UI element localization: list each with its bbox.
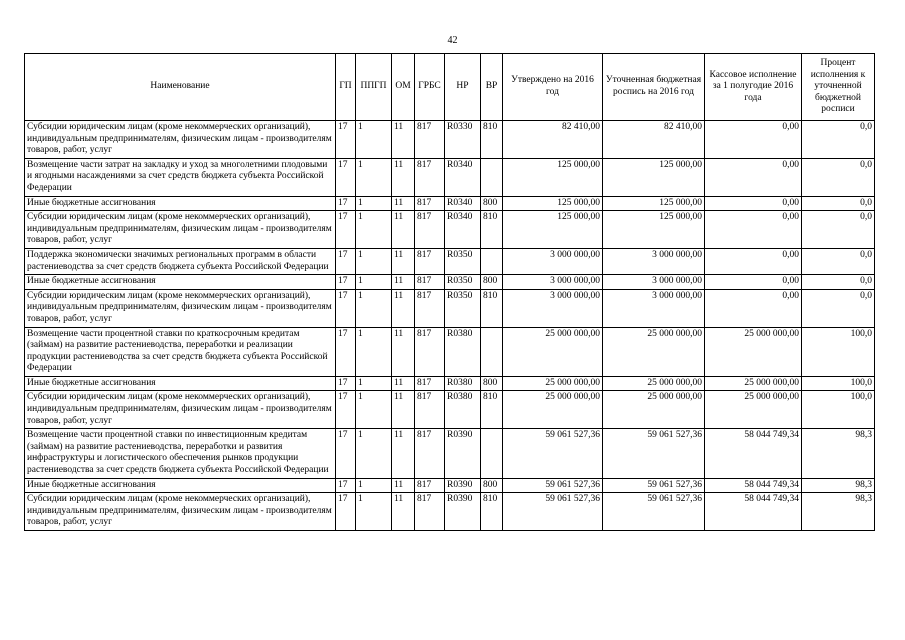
cell-om: 11 [392, 158, 415, 196]
cell-grbs: 817 [415, 196, 445, 211]
cell-om: 11 [392, 493, 415, 531]
cell-np: R0330 [445, 121, 481, 159]
cell-grbs: 817 [415, 391, 445, 429]
cell-vr [481, 429, 503, 478]
cell-ppgp: 1 [356, 493, 392, 531]
cell-ppgp: 1 [356, 327, 392, 376]
cell-grbs: 817 [415, 429, 445, 478]
cell-gp: 17 [336, 478, 356, 493]
cell-gp: 17 [336, 327, 356, 376]
cell-percent: 98,3 [802, 478, 875, 493]
cell-approved: 3 000 000,00 [503, 275, 603, 290]
table-row [25, 248, 875, 274]
cell-approved: 125 000,00 [503, 158, 603, 196]
cell-cash: 58 044 749,34 [705, 493, 802, 531]
table-row [25, 211, 875, 249]
cell-name: Поддержка экономически значимых региональных программ в области растениеводства за счет средств бюджета субъекта Российской Федерации [25, 248, 336, 274]
cell-name: Иные бюджетные ассигнования [25, 275, 336, 290]
cell-gp: 17 [336, 248, 356, 274]
cell-percent: 98,3 [802, 429, 875, 478]
cell-percent: 98,3 [802, 493, 875, 531]
cell-approved: 3 000 000,00 [503, 289, 603, 327]
cell-ppgp: 1 [356, 248, 392, 274]
table-row [25, 429, 875, 478]
table-row [25, 376, 875, 391]
cell-vr: 800 [481, 478, 503, 493]
cell-refined: 25 000 000,00 [603, 376, 705, 391]
cell-vr [481, 158, 503, 196]
header-om: ОМ [392, 54, 415, 121]
cell-np: R0350 [445, 289, 481, 327]
cell-refined: 3 000 000,00 [603, 275, 705, 290]
cell-gp: 17 [336, 158, 356, 196]
table-row [25, 196, 875, 211]
cell-ppgp: 1 [356, 429, 392, 478]
header-row [25, 54, 875, 121]
cell-gp: 17 [336, 289, 356, 327]
cell-refined: 3 000 000,00 [603, 248, 705, 274]
cell-name: Возмещение части затрат на закладку и уход за многолетними плодовыми и ягодными насаждениями за счет средств бюджета субъекта Российской Федерации [25, 158, 336, 196]
cell-refined: 59 061 527,36 [603, 493, 705, 531]
cell-refined: 25 000 000,00 [603, 391, 705, 429]
header-refined: Уточненная бюджетная роспись на 2016 год [603, 54, 705, 121]
cell-approved: 125 000,00 [503, 211, 603, 249]
cell-vr [481, 327, 503, 376]
cell-vr: 810 [481, 391, 503, 429]
table-row [25, 493, 875, 531]
cell-name: Возмещение части процентной ставки по инвестиционным кредитам (займам) на развитие растениеводства, переработки и развития инфраструктуры и логистического обеспечения рынков продукции растениеводства за счет средств бюджета субъекта Российской Федерации [25, 429, 336, 478]
cell-refined: 125 000,00 [603, 196, 705, 211]
cell-np: R0350 [445, 275, 481, 290]
cell-name: Возмещение части процентной ставки по краткосрочным кредитам (займам) на развитие растениеводства, переработки и реализации продукции растениеводства за счет средств бюджета субъекта Российской Федерации [25, 327, 336, 376]
cell-grbs: 817 [415, 327, 445, 376]
cell-gp: 17 [336, 275, 356, 290]
cell-percent: 0,0 [802, 289, 875, 327]
cell-cash: 0,00 [705, 289, 802, 327]
header-grbs: ГРБС [415, 54, 445, 121]
table-row [25, 478, 875, 493]
cell-np: R0390 [445, 478, 481, 493]
header-percent: Процент исполнения к уточненной бюджетной росписи [802, 54, 875, 121]
header-cash: Кассовое исполнение за 1 полугодие 2016 года [705, 54, 802, 121]
cell-percent: 100,0 [802, 327, 875, 376]
cell-ppgp: 1 [356, 289, 392, 327]
cell-gp: 17 [336, 196, 356, 211]
cell-vr: 800 [481, 376, 503, 391]
cell-percent: 0,0 [802, 275, 875, 290]
table-row [25, 158, 875, 196]
cell-percent: 100,0 [802, 376, 875, 391]
cell-np: R0380 [445, 376, 481, 391]
cell-name: Субсидии юридическим лицам (кроме некоммерческих организаций), индивидуальным предпринимателям, физическим лицам - производителям товаров, работ, услуг [25, 121, 336, 159]
cell-np: R0340 [445, 211, 481, 249]
cell-percent: 0,0 [802, 196, 875, 211]
cell-grbs: 817 [415, 275, 445, 290]
cell-grbs: 817 [415, 289, 445, 327]
cell-cash: 25 000 000,00 [705, 327, 802, 376]
header-ppgp: ППГП [356, 54, 392, 121]
cell-grbs: 817 [415, 493, 445, 531]
cell-name: Субсидии юридическим лицам (кроме некоммерческих организаций), индивидуальным предпринимателям, физическим лицам - производителям товаров, работ, услуг [25, 211, 336, 249]
cell-np: R0340 [445, 196, 481, 211]
table-row [25, 327, 875, 376]
cell-cash: 0,00 [705, 121, 802, 159]
cell-refined: 82 410,00 [603, 121, 705, 159]
cell-gp: 17 [336, 376, 356, 391]
cell-np: R0390 [445, 493, 481, 531]
cell-om: 11 [392, 248, 415, 274]
cell-vr: 810 [481, 121, 503, 159]
cell-om: 11 [392, 327, 415, 376]
cell-gp: 17 [336, 429, 356, 478]
cell-percent: 0,0 [802, 158, 875, 196]
cell-cash: 0,00 [705, 248, 802, 274]
cell-ppgp: 1 [356, 211, 392, 249]
cell-vr: 810 [481, 289, 503, 327]
cell-gp: 17 [336, 121, 356, 159]
cell-om: 11 [392, 289, 415, 327]
cell-vr: 800 [481, 275, 503, 290]
cell-name: Субсидии юридическим лицам (кроме некоммерческих организаций), индивидуальным предпринимателям, физическим лицам - производителям товаров, работ, услуг [25, 289, 336, 327]
cell-vr: 810 [481, 211, 503, 249]
cell-refined: 25 000 000,00 [603, 327, 705, 376]
page-number: 42 [447, 35, 458, 46]
cell-refined: 59 061 527,36 [603, 429, 705, 478]
cell-percent: 0,0 [802, 248, 875, 274]
header-np: НР [445, 54, 481, 121]
table-row [25, 121, 875, 159]
cell-percent: 0,0 [802, 211, 875, 249]
cell-name: Иные бюджетные ассигнования [25, 478, 336, 493]
cell-name: Иные бюджетные ассигнования [25, 196, 336, 211]
cell-approved: 59 061 527,36 [503, 429, 603, 478]
cell-vr [481, 248, 503, 274]
cell-ppgp: 1 [356, 275, 392, 290]
cell-grbs: 817 [415, 158, 445, 196]
header-name: Наименование [25, 54, 336, 121]
cell-om: 11 [392, 376, 415, 391]
cell-cash: 0,00 [705, 275, 802, 290]
cell-name: Субсидии юридическим лицам (кроме некоммерческих организаций), индивидуальным предпринимателям, физическим лицам - производителям товаров, работ, услуг [25, 493, 336, 531]
header-vr: ВР [481, 54, 503, 121]
cell-refined: 125 000,00 [603, 211, 705, 249]
cell-om: 11 [392, 121, 415, 159]
cell-ppgp: 1 [356, 196, 392, 211]
cell-ppgp: 1 [356, 391, 392, 429]
cell-percent: 0,0 [802, 121, 875, 159]
cell-approved: 25 000 000,00 [503, 376, 603, 391]
table-row [25, 275, 875, 290]
cell-ppgp: 1 [356, 376, 392, 391]
cell-grbs: 817 [415, 376, 445, 391]
cell-om: 11 [392, 391, 415, 429]
cell-vr: 810 [481, 493, 503, 531]
cell-cash: 25 000 000,00 [705, 391, 802, 429]
cell-percent: 100,0 [802, 391, 875, 429]
cell-approved: 25 000 000,00 [503, 391, 603, 429]
cell-gp: 17 [336, 391, 356, 429]
header-approved: Утверждено на 2016 год [503, 54, 603, 121]
cell-approved: 59 061 527,36 [503, 493, 603, 531]
cell-gp: 17 [336, 211, 356, 249]
cell-np: R0340 [445, 158, 481, 196]
cell-np: R0380 [445, 327, 481, 376]
cell-cash: 25 000 000,00 [705, 376, 802, 391]
cell-approved: 82 410,00 [503, 121, 603, 159]
cell-grbs: 817 [415, 478, 445, 493]
cell-grbs: 817 [415, 248, 445, 274]
cell-refined: 3 000 000,00 [603, 289, 705, 327]
cell-vr: 800 [481, 196, 503, 211]
cell-ppgp: 1 [356, 121, 392, 159]
cell-approved: 3 000 000,00 [503, 248, 603, 274]
cell-np: R0350 [445, 248, 481, 274]
cell-np: R0390 [445, 429, 481, 478]
cell-cash: 0,00 [705, 158, 802, 196]
cell-approved: 25 000 000,00 [503, 327, 603, 376]
cell-cash: 0,00 [705, 211, 802, 249]
cell-np: R0380 [445, 391, 481, 429]
cell-om: 11 [392, 211, 415, 249]
cell-grbs: 817 [415, 211, 445, 249]
cell-approved: 59 061 527,36 [503, 478, 603, 493]
cell-name: Субсидии юридическим лицам (кроме некоммерческих организаций), индивидуальным предпринимателям, физическим лицам - производителям товаров, работ, услуг [25, 391, 336, 429]
table-row [25, 391, 875, 429]
cell-cash: 58 044 749,34 [705, 429, 802, 478]
cell-ppgp: 1 [356, 478, 392, 493]
cell-om: 11 [392, 196, 415, 211]
cell-grbs: 817 [415, 121, 445, 159]
cell-approved: 125 000,00 [503, 196, 603, 211]
cell-refined: 59 061 527,36 [603, 478, 705, 493]
budget-table [24, 53, 875, 531]
cell-ppgp: 1 [356, 158, 392, 196]
header-gp: ГП [336, 54, 356, 121]
cell-gp: 17 [336, 493, 356, 531]
cell-refined: 125 000,00 [603, 158, 705, 196]
cell-om: 11 [392, 478, 415, 493]
cell-name: Иные бюджетные ассигнования [25, 376, 336, 391]
cell-cash: 0,00 [705, 196, 802, 211]
cell-cash: 58 044 749,34 [705, 478, 802, 493]
table-row [25, 289, 875, 327]
cell-om: 11 [392, 275, 415, 290]
cell-om: 11 [392, 429, 415, 478]
